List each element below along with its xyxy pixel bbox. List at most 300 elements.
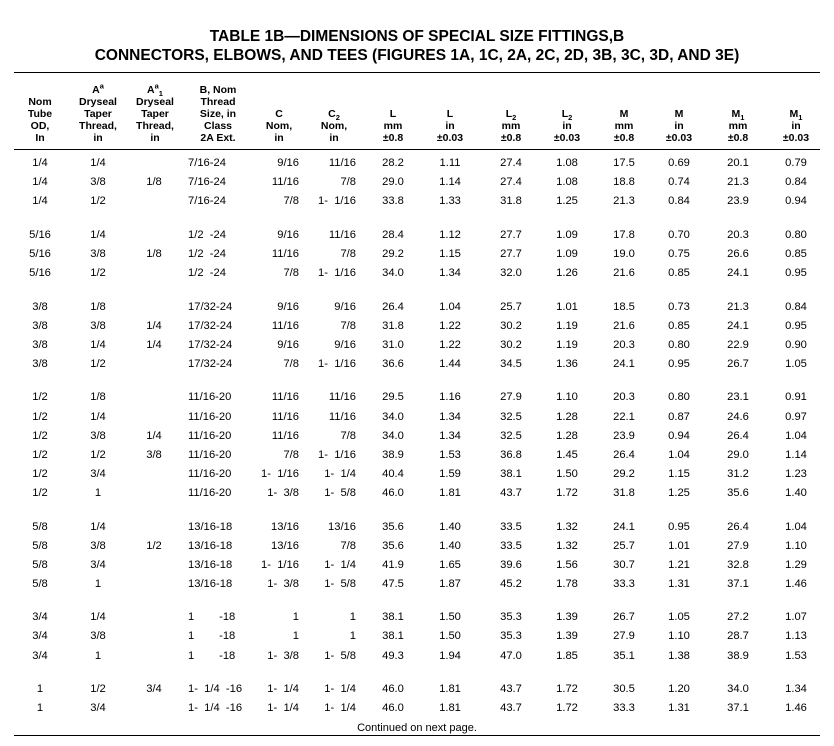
table-cell: 17.5 — [613, 157, 635, 169]
table-cell: 34.0 — [727, 683, 749, 696]
table-cell: 1.11 — [439, 157, 461, 169]
table-row — [0, 699, 834, 718]
table-cell: 43.7 — [500, 702, 522, 715]
table-cell: 0.95 — [668, 357, 690, 370]
table-cell: 1/2 — [90, 683, 106, 696]
table-cell: 1/2 -24 — [188, 228, 226, 241]
table-cell: 13/16 — [271, 539, 299, 552]
table-cell: 22.9 — [727, 338, 749, 351]
table-cell: 35.3 — [500, 611, 522, 624]
table-cell: 1- 5/8 — [324, 486, 356, 499]
table-row — [0, 647, 834, 666]
table-cell: 1.20 — [668, 683, 690, 696]
header-subscript: 2 — [335, 113, 340, 123]
table-cell: 33.8 — [382, 195, 404, 208]
table-cell: 23.9 — [613, 429, 635, 442]
table-cell: 20.1 — [727, 157, 749, 169]
table-cell: 1.94 — [439, 649, 461, 662]
table-cell: 3/8 — [90, 539, 106, 552]
table-row — [0, 298, 834, 317]
table-cell: 1.26 — [556, 266, 578, 279]
table-cell: 46.0 — [382, 702, 404, 715]
table-cell: 9/16 — [277, 300, 299, 313]
table-cell: 22.1 — [613, 410, 635, 423]
table-cell: 1.46 — [785, 702, 807, 715]
table-cell: 1 — [36, 683, 44, 696]
table-cell: 1/2 — [32, 391, 48, 404]
table-cell: 1 — [349, 630, 356, 643]
table-cell: 1.31 — [668, 702, 690, 715]
table-cell: 32.0 — [500, 266, 522, 279]
table-cell: 11/16 — [328, 391, 356, 404]
table-cell: 3/4 — [90, 702, 106, 715]
table-row — [0, 154, 834, 173]
table-cell: 1- 1/16 — [318, 266, 356, 279]
table-row — [0, 245, 834, 264]
table-cell: 38.1 — [500, 467, 522, 480]
table-cell: 43.7 — [500, 683, 522, 696]
table-cell: 1.34 — [785, 683, 807, 696]
table-cell: 3/8 — [90, 319, 106, 332]
table-cell: 5/8 — [32, 520, 48, 533]
table-row — [0, 537, 834, 556]
table-cell: 1.09 — [556, 247, 578, 260]
table-cell: 0.73 — [668, 300, 690, 313]
table-row — [0, 427, 834, 446]
table-row — [0, 680, 834, 699]
table-cell: 3/4 — [32, 649, 48, 662]
table-cell: 1/4 — [90, 157, 106, 169]
table-cell: 38.9 — [727, 649, 749, 662]
table-cell: 49.3 — [382, 649, 404, 662]
table-cell: 33.5 — [500, 520, 522, 533]
table-cell: 1/2 -24 — [188, 266, 226, 279]
table-cell: 1.13 — [785, 630, 807, 643]
column-header-3: $A^a_1$ Dryseal Taper Thread, in — [136, 81, 174, 144]
table-cell: 1.65 — [439, 558, 461, 571]
table-cell: 3/8 — [146, 448, 162, 461]
table-cell: 1/2 — [90, 266, 106, 279]
table-cell: 35.6 — [382, 539, 404, 552]
table-cell: 1.19 — [556, 319, 578, 332]
table-cell: 7/8 — [283, 357, 299, 370]
table-cell: 1 — [292, 611, 299, 624]
table-cell: 38.1 — [382, 611, 404, 624]
table-cell: 0.95 — [785, 319, 807, 332]
table-cell: 25.7 — [500, 300, 522, 313]
table-cell: 32.5 — [500, 429, 522, 442]
table-cell: 5/16 — [29, 247, 51, 260]
table-cell: 11/16-20 — [188, 467, 232, 480]
table-cell: 33.3 — [613, 702, 635, 715]
table-cell: 35.6 — [382, 520, 404, 533]
table-cell: 20.3 — [613, 338, 635, 351]
table-cell: 0.84 — [785, 300, 807, 313]
table-cell: 13/16-18 — [188, 558, 233, 571]
table-cell: 1.39 — [556, 630, 578, 643]
table-cell: 1.78 — [556, 577, 578, 590]
table-cell: 24.1 — [613, 357, 635, 370]
table-cell: 5/16 — [29, 228, 51, 241]
table-cell: 27.9 — [613, 630, 635, 643]
table-row — [0, 355, 834, 374]
table-cell: 1/2 — [90, 448, 106, 461]
header-subscript: 2 — [512, 113, 517, 123]
table-cell: 0.85 — [668, 319, 690, 332]
table-cell: 40.4 — [382, 467, 404, 480]
table-cell: 1.40 — [439, 539, 461, 552]
table-cell: 1.23 — [785, 467, 807, 480]
table-cell: 1/4 — [32, 157, 48, 169]
table-cell: 17/32-24 — [188, 300, 233, 313]
table-cell: 37.1 — [727, 577, 749, 590]
table-cell: 27.4 — [500, 157, 522, 169]
table-cell: 1.25 — [556, 195, 578, 208]
table-cell: 1/4 — [90, 520, 106, 533]
table-cell: 18.5 — [613, 300, 635, 313]
table-cell: 9/16 — [334, 300, 356, 313]
column-header-1: Nom Tube OD, In — [27, 96, 53, 144]
table-cell: 34.0 — [382, 429, 404, 442]
table-cell: 1.44 — [439, 357, 461, 370]
table-cell: 1.08 — [556, 157, 578, 169]
table-cell: 7/8 — [340, 539, 356, 552]
table-cell: 3/8 — [32, 319, 48, 332]
table-cell: 1.81 — [439, 702, 461, 715]
table-cell: 1 — [36, 702, 44, 715]
table-cell: 13/16-18 — [188, 539, 233, 552]
table-cell: 7/8 — [283, 448, 299, 461]
table-cell: 31.0 — [382, 338, 404, 351]
table-cell: 1.05 — [785, 357, 807, 370]
table-cell: 1/2 — [90, 195, 106, 208]
table-cell: 26.4 — [727, 429, 749, 442]
table-cell: 33.3 — [613, 577, 635, 590]
table-cell: 1- 5/8 — [324, 577, 356, 590]
table-cell: 11/16 — [328, 157, 356, 169]
table-cell: 25.7 — [613, 539, 635, 552]
table-cell: 1.16 — [439, 391, 461, 404]
table-cell: 24.1 — [613, 520, 635, 533]
table-cell: 35.1 — [613, 649, 635, 662]
table-cell: 3/8 — [90, 630, 106, 643]
table-cell: 1 -18 — [188, 649, 236, 662]
table-cell: 9/16 — [277, 157, 299, 169]
table-cell: 1.10 — [785, 539, 807, 552]
table-cell: 1- 1/16 — [261, 558, 299, 571]
column-header-2: $A^a$ Dryseal Taper Thread, in — [79, 81, 117, 144]
table-cell: 0.95 — [668, 520, 690, 533]
table-cell: 46.0 — [382, 683, 404, 696]
column-header-14: $M_1$ in ±0.03 — [782, 108, 810, 144]
table-row — [0, 627, 834, 646]
column-header-9: $L_2$ mm ±0.8 — [500, 108, 522, 144]
table-cell: 17/32-24 — [188, 319, 233, 332]
table-cell: 1/2 — [32, 429, 48, 442]
table-cell: 1/4 — [32, 176, 48, 189]
table-cell: 1- 1/16 — [318, 357, 356, 370]
table-cell: 1/2 — [32, 486, 48, 499]
table-cell: 20.3 — [613, 391, 635, 404]
table-row — [0, 192, 834, 211]
table-body — [0, 154, 834, 718]
table-cell: 1.72 — [556, 683, 578, 696]
table-cell: 0.91 — [785, 391, 807, 404]
continued-note: Continued on next page. — [357, 722, 477, 734]
table-cell: 11/16 — [271, 429, 299, 442]
table-cell: 1.40 — [785, 486, 807, 499]
table-cell: 11/16-20 — [188, 429, 232, 442]
table-cell: 1- 1/4 — [324, 683, 356, 696]
table-cell: 1 -18 — [188, 630, 236, 643]
table-cell: 1- 1/4 — [267, 702, 299, 715]
table-cell: 11/16 — [271, 391, 299, 404]
table-cell: 3/8 — [90, 429, 106, 442]
table-cell: 1/2 — [32, 448, 48, 461]
column-header-13: $M_1$ mm ±0.8 — [727, 108, 749, 144]
table-cell: 1.38 — [668, 649, 690, 662]
table-cell: 1/8 — [146, 247, 162, 260]
table-cell: 3/8 — [32, 338, 48, 351]
table-cell: 23.1 — [727, 391, 749, 404]
table-cell: 1.22 — [439, 338, 461, 351]
table-cell: 41.9 — [382, 558, 404, 571]
table-cell: 1.31 — [668, 577, 690, 590]
table-cell: 1.21 — [668, 558, 690, 571]
table-cell: 3/4 — [146, 683, 162, 696]
table-cell: 1.05 — [668, 611, 690, 624]
table-cell: 11/16 — [271, 319, 299, 332]
table-row — [0, 173, 834, 192]
table-cell: 1- 3/8 — [267, 577, 299, 590]
table-cell: 1/4 — [146, 319, 162, 332]
table-cell: 13/16-18 — [188, 577, 233, 590]
table-cell: 26.7 — [727, 357, 749, 370]
table-cell: 1/4 — [90, 611, 106, 624]
table-cell: 32.8 — [727, 558, 749, 571]
table-cell: 1- 3/8 — [267, 649, 299, 662]
table-cell: 47.0 — [500, 649, 522, 662]
table-cell: 1- 3/8 — [267, 486, 299, 499]
table-cell: 3/8 — [32, 357, 48, 370]
table-cell: 45.2 — [500, 577, 522, 590]
table-cell: 35.3 — [500, 630, 522, 643]
table-cell: 1.29 — [785, 558, 807, 571]
header-subscript: 1 — [740, 113, 745, 123]
table-cell: 35.6 — [727, 486, 749, 499]
table-cell: 36.6 — [382, 357, 404, 370]
table-cell: 0.85 — [785, 247, 807, 260]
table-cell: 1.15 — [439, 247, 461, 260]
table-cell: 1/4 — [90, 228, 106, 241]
table-cell: 3/4 — [90, 558, 106, 571]
table-cell: 23.9 — [727, 195, 749, 208]
table-cell: 1- 1/16 — [318, 448, 356, 461]
table-cell: 28.4 — [382, 228, 404, 241]
table-cell: 5/8 — [32, 577, 48, 590]
table-cell: 1.59 — [439, 467, 461, 480]
table-cell: 1.15 — [668, 467, 690, 480]
column-header-6: $C_2$ Nom, in — [320, 108, 348, 144]
table-cell: 39.6 — [500, 558, 522, 571]
table-cell: 3/8 — [90, 247, 106, 260]
table-cell: 17/32-24 — [188, 338, 233, 351]
table-row — [0, 388, 834, 407]
table-cell: 1.08 — [556, 176, 578, 189]
table-cell: 28.2 — [382, 157, 404, 169]
table-cell: 26.6 — [727, 247, 749, 260]
table-cell: 3/8 — [90, 176, 106, 189]
table-cell: 7/8 — [283, 195, 299, 208]
table-cell: 29.2 — [382, 247, 404, 260]
table-cell: 1.04 — [439, 300, 461, 313]
table-cell: 1.25 — [668, 486, 690, 499]
table-cell: 47.5 — [382, 577, 404, 590]
table-row — [0, 336, 834, 355]
table-title-line-1: TABLE 1B—DIMENSIONS OF SPECIAL SIZE FITTINGS,B — [209, 28, 625, 45]
table-cell: 17/32-24 — [188, 357, 233, 370]
table-row — [0, 575, 834, 594]
table-cell: 3/8 — [32, 300, 48, 313]
header-subscript: 1 — [158, 89, 163, 99]
table-cell: 1.50 — [556, 467, 578, 480]
table-cell: 0.95 — [785, 266, 807, 279]
table-cell: 1/2 — [32, 467, 48, 480]
table-cell: 29.2 — [613, 467, 635, 480]
table-cell: 1/2 — [146, 539, 162, 552]
header-superscript: a — [99, 81, 104, 91]
table-cell: 1/8 — [146, 176, 162, 189]
table-cell: 0.84 — [668, 195, 690, 208]
table-cell: 1- 1/4 -16 — [188, 683, 243, 696]
table-cell: 1 — [292, 630, 299, 643]
table-cell: 7/16-24 — [188, 195, 226, 208]
table-cell: 7/8 — [340, 319, 356, 332]
table-cell: 1.01 — [556, 300, 578, 313]
table-cell: 11/16 — [328, 228, 356, 241]
table-cell: 1/4 — [146, 429, 162, 442]
table-cell: 38.1 — [382, 630, 404, 643]
table-cell: 24.1 — [727, 266, 749, 279]
table-cell: 1.46 — [785, 577, 807, 590]
table-cell: 36.8 — [500, 448, 522, 461]
table-cell: 1.04 — [668, 448, 690, 461]
table-row — [0, 264, 834, 283]
table-cell: 34.0 — [382, 266, 404, 279]
table-cell: 24.6 — [727, 410, 749, 423]
bottom-rule — [14, 735, 820, 736]
table-cell: 20.3 — [727, 228, 749, 241]
header-superscript: a — [154, 81, 159, 91]
table-row — [0, 556, 834, 575]
header-rule — [14, 149, 820, 150]
table-cell: 1.50 — [439, 630, 461, 643]
table-cell: 24.1 — [727, 319, 749, 332]
table-cell: 9/16 — [277, 228, 299, 241]
table-cell: 31.8 — [382, 319, 404, 332]
table-cell: 1.72 — [556, 702, 578, 715]
table-cell: 0.85 — [668, 266, 690, 279]
column-header-4: B, Nom Thread Size, in Class 2A Ext. — [199, 84, 237, 144]
table-cell: 11/16 — [271, 176, 299, 189]
table-cell: 0.80 — [785, 228, 807, 241]
table-cell: 1/8 — [90, 300, 106, 313]
table-cell: 1.56 — [556, 558, 578, 571]
column-header-11: M mm ±0.8 — [613, 108, 635, 144]
table-cell: 27.9 — [727, 539, 749, 552]
table-cell: 30.7 — [613, 558, 635, 571]
table-cell: 1.81 — [439, 486, 461, 499]
table-cell: 29.0 — [727, 448, 749, 461]
table-cell: 1.09 — [556, 228, 578, 241]
table-header-row — [0, 78, 834, 148]
table-cell: 17.8 — [613, 228, 635, 241]
table-cell: 18.8 — [613, 176, 635, 189]
table-cell: 11/16-20 — [188, 448, 232, 461]
table-cell: 1- 1/4 — [324, 467, 356, 480]
table-cell: 26.4 — [382, 300, 404, 313]
table-cell: 1.87 — [439, 577, 461, 590]
table-cell: 1.34 — [439, 266, 461, 279]
table-cell: 1 — [94, 649, 102, 662]
table-cell: 1/8 — [90, 391, 106, 404]
table-cell: 0.80 — [668, 338, 690, 351]
table-cell: 0.75 — [668, 247, 690, 260]
table-cell: 29.0 — [382, 176, 404, 189]
table-cell: 7/8 — [340, 429, 356, 442]
table-cell: 1 — [94, 577, 102, 590]
table-cell: 0.94 — [785, 195, 807, 208]
table-cell: 13/16-18 — [188, 520, 233, 533]
table-cell: 1- 1/16 — [318, 195, 356, 208]
table-cell: 5/8 — [32, 539, 48, 552]
table-cell: 30.2 — [500, 319, 522, 332]
table-cell: 21.3 — [727, 176, 749, 189]
table-cell: 1/4 — [146, 338, 162, 351]
table-cell: 1/2 — [90, 357, 106, 370]
table-cell: 1 — [94, 486, 102, 499]
table-cell: 11/16 — [328, 410, 356, 423]
table-cell: 1.04 — [785, 520, 807, 533]
table-cell: 1.34 — [439, 429, 461, 442]
table-cell: 31.8 — [500, 195, 522, 208]
table-cell: 1.50 — [439, 611, 461, 624]
table-cell: 1- 1/4 — [324, 558, 356, 571]
column-header-12: M in ±0.03 — [665, 108, 693, 144]
table-cell: 1/4 — [32, 195, 48, 208]
table-cell: 1.36 — [556, 357, 578, 370]
table-cell: 21.6 — [613, 319, 635, 332]
table-cell: 1.34 — [439, 410, 461, 423]
table-cell: 0.84 — [785, 176, 807, 189]
table-cell: 1- 1/4 — [324, 702, 356, 715]
table-cell: 1.01 — [668, 539, 690, 552]
table-cell: 1.72 — [556, 486, 578, 499]
table-cell: 1/2 -24 — [188, 247, 226, 260]
table-cell: 27.7 — [500, 247, 522, 260]
table-cell: 1.07 — [785, 611, 807, 624]
table-cell: 7/16-24 — [188, 157, 226, 169]
table-row — [0, 446, 834, 465]
table-title-line-2: CONNECTORS, ELBOWS, AND TEES (FIGURES 1A, 1C, 2A, 2C, 2D, 3B, 3C, 3D, AND 3E) — [94, 47, 740, 64]
table-cell: 1.14 — [785, 448, 807, 461]
table-cell: 1/2 — [32, 410, 48, 423]
table-cell: 1.53 — [439, 448, 461, 461]
table-cell: 0.90 — [785, 338, 807, 351]
table-cell: 0.94 — [668, 429, 690, 442]
table-cell: 1- 1/4 — [267, 683, 299, 696]
table-cell: 3/4 — [90, 467, 106, 480]
